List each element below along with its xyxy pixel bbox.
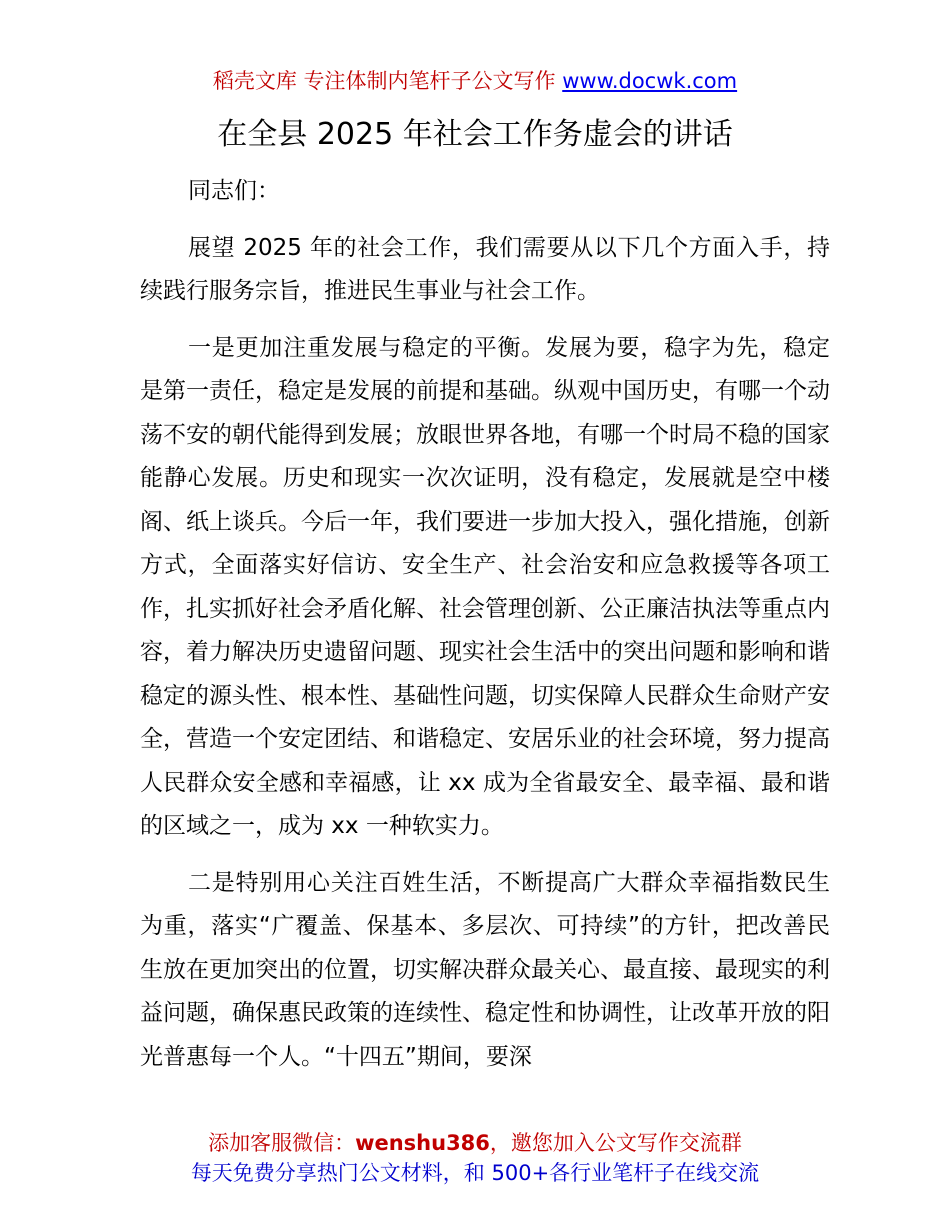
wechat-id: wenshu386	[355, 1131, 490, 1155]
header-brand-text: 稻壳文库 专注体制内笔杆子公文写作	[212, 69, 563, 93]
footer-wechat-prefix: 添加客服微信：	[208, 1131, 356, 1155]
paragraph: 展望 2025 年的社会工作，我们需要从以下几个方面入手，持续践行服务宗旨，推进民生事业与社会工作。	[140, 234, 830, 304]
site-link[interactable]: www.docwk.com	[562, 69, 738, 93]
footer-wechat-line	[0, 1128, 950, 1158]
paragraph: 二是特别用心关注百姓生活，不断提高广大群众幸福指数民生为重，落实“广覆盖、保基本、多层次、可持续”的方针，把改善民生放在更加突出的位置，切实解决群众最关心、最直接、最现实的利益问题，确保惠民政策的连续性、稳定性和协调性，让改革开放的阳光普惠每一个人。“十四五”期间，要深	[140, 869, 830, 1070]
footer-wechat-suffix: ，邀您加入公文写作交流群	[489, 1131, 742, 1155]
document-body	[140, 170, 830, 1092]
paragraph: 一是更加注重发展与稳定的平衡。发展为要，稳字为先，稳定是第一责任，稳定是发展的前提和基础。纵观中国历史，有哪一个动荡不安的朝代能得到发展；放眼世界各地，有哪一个时局不稳的国家能静心发展。历史和现实一次次证明，没有稳定，发展就是空中楼阁、纸上谈兵。今后一年，我们要进一步加大投入，强化措施，创新方式，全面落实好信访、安全生产、社会治安和应急救援等各项工作，扎实抓好社会矛盾化解、社会管理创新、公正廉洁执法等重点内容，着力解决历史遗留问题、现实社会生活中的突出问题和影响和谐稳定的源头性、根本性、基础性问题，切实保障人民群众生命财产安全，营造一个安定团结、和谐稳定、安居乐业的社会环境，努力提高人民群众安全感和幸福感，让 xx 成为全省最安全、最幸福、最和谐的区域之一，成为 xx 一种软实力。	[140, 334, 830, 839]
document-title: 在全县 2025 年社会工作务虚会的讲话	[217, 117, 733, 152]
footer-promo-line: 每天免费分享热门公文材料，和 500+各行业笔杆子在线交流	[190, 1161, 760, 1185]
salutation: 同志们：	[188, 178, 280, 204]
header-banner	[0, 66, 950, 96]
footer	[0, 1128, 950, 1188]
